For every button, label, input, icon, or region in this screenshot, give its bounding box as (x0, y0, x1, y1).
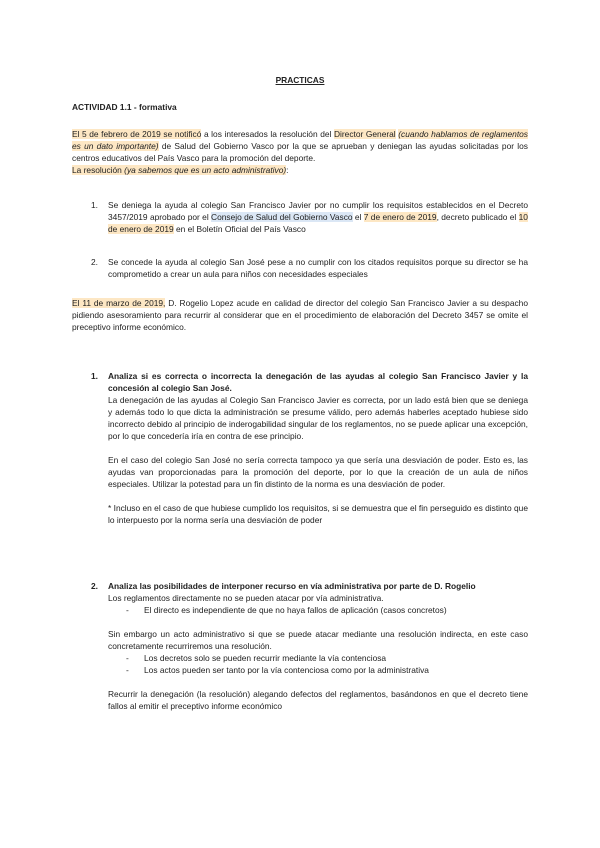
intro-text: El 5 de febrero de 2019 se notificó a los interesados la resolución del Director General (cuando hablamos de reglamentos es un dato importante) de Salud del Gobierno Vasco por la que se aprueban y deniegan las ayudas solicitadas por los centros educativos del País Vasco para la promoción del deporte. (72, 129, 528, 163)
page-title: PRACTICAS (275, 75, 325, 85)
question-2-text: Analiza las posibilidades de interponer recurso en vía administrativa por parte de D. Rogelio (108, 581, 476, 591)
question-1: 1. Analiza si es correcta o incorrecta la denegación de las ayudas al colegio San Francisco Javier y la concesión al colegio San José. La denegación de las ayudas al Colegio San Francisco Javier es correcta, por un lado está bien que se deniega y además todo lo que dicta la administración se presume válido, pero además haberles aceptado hubiese sido incorrecto debido al principio de inderogabilidad singular de los reglamentos, no se puede aplicar una excepción, por lo que concedería iría en contra de ese principio. En el caso del colegio San José no sería correcta tampoco ya que sería una desviación de poder. Esto es, las ayudas van proporcionadas para la promoción del deporte, por lo que la creación de un aula de niños especiales. Utilizar la potestad para un fin distinto de la norma es una desviación de poder. * Incluso en el caso de que hubiese cumplido los requisitos, si se demuestra que el fin perseguido es distinto que lo interpuesto por la norma sería una desviación de poder (91, 371, 528, 525)
answer-1-note: * Incluso en el caso de que hubiese cumplido los requisitos, si se demuestra que el fin perseguido es distinto que lo interpuesto por la norma sería una desviación de poder (108, 503, 528, 525)
context-paragraph: El 11 de marzo de 2019, D. Rogelio Lopez acude en calidad de director del colegio San Francisco Javier a su despacho pidiendo asesoramiento para recurrir al considerar que en el procedimiento de elaboración del Decreto 3457 se omite el preceptivo informe económico. (72, 298, 528, 332)
question-1-text: Analiza si es correcta o incorrecta la denegación de las ayudas al colegio San Francisco Javier y la concesión al colegio San José. (108, 371, 528, 393)
director-highlight: Director General (333, 129, 396, 139)
bullet-item: - El directo es independiente de que no haya fallos de aplicación (casos concretos) (126, 605, 447, 615)
bullet-item: - Los decretos solo se pueden recurrir mediante la vía contenciosa (126, 653, 387, 663)
intro-date: El 5 de febrero de 2019 se notificó (72, 129, 202, 139)
list-item: 1. Se deniega la ayuda al colegio San Francisco Javier por no cumplir los requisitos establecidos en el Decreto 3457/2019 aprobado por el Consejo de Salud del Gobierno Vasco el 7 de enero de 2019, decreto publicado el 10 de enero de 2019 en el Boletín Oficial del País Vasco (91, 200, 528, 234)
resolution-line: La resolución (ya sabemos que es un acto administrativo): (72, 165, 289, 175)
answer-2-paragraph: Sin embargo un acto administrativo si que se puede atacar mediante una resolución indirecta, en este caso concretamente recurriremos una resolución. (108, 629, 528, 651)
consejo-highlight: Consejo de Salud del Gobierno Vasco (211, 212, 353, 222)
answer-1-paragraph: La denegación de las ayudas al Colegio San Francisco Javier es correcta, por un lado está bien que se deniega y además todo lo que dicta la administración se presume válido, pero además haberles aceptado hubiese sido incorrecto debido al principio de inderogabilidad singular de los reglamentos, no se puede aplicar una excepción, por lo que concedería iría en contra de ese principio. (108, 395, 528, 441)
march-date: El 11 de marzo de 2019, (72, 298, 166, 308)
list-item: 2. Se concede la ayuda al colegio San José pese a no cumplir con los citados requisitos porque su director se ha comprometido a crear un aula para niños con necesidades especiales (91, 257, 528, 279)
bullet-item: - Los actos pueden ser tanto por la vía contenciosa como por la administrativa (126, 665, 429, 675)
intro-note: (cuando hablamos de reglamentos es un dato importante) (72, 129, 528, 151)
activity-heading: ACTIVIDAD 1.1 - formativa (72, 102, 177, 112)
intro-paragraph (72, 128, 528, 176)
answer-1-paragraph: En el caso del colegio San José no sería correcta tampoco ya que sería una desviación de poder. Esto es, las ayudas van proporcionadas para la promoción del deporte, por lo que la creación de un aula de niños especiales. Utilizar la potestad para un fin distinto de la norma es una desviación de poder. (108, 455, 528, 489)
question-2: 2. Analiza las posibilidades de interponer recurso en vía administrativa por parte de D. Rogelio Los reglamentos directamente no se pueden atacar por vía administrativa. - El directo es independiente de que no haya fallos de aplicación (casos concretos) Sin embargo un acto administrativo si que se puede atacar mediante una resolución indirecta, en este caso concretamente recurriremos una resolución. - Los decretos solo se pueden recurrir mediante la vía contenciosa - Los actos pueden ser tanto por la vía contenciosa como por la administrativa Recurrir la denegación (la resolución) alegando defectos del reglamentos, basándonos en que el decreto tiene fallos al emitir el preceptivo informe económico (91, 581, 528, 711)
answer-2-paragraph: Recurrir la denegación (la resolución) alegando defectos del reglamentos, basándonos en que el decreto tiene fallos al emitir el preceptivo informe económico (108, 689, 528, 711)
